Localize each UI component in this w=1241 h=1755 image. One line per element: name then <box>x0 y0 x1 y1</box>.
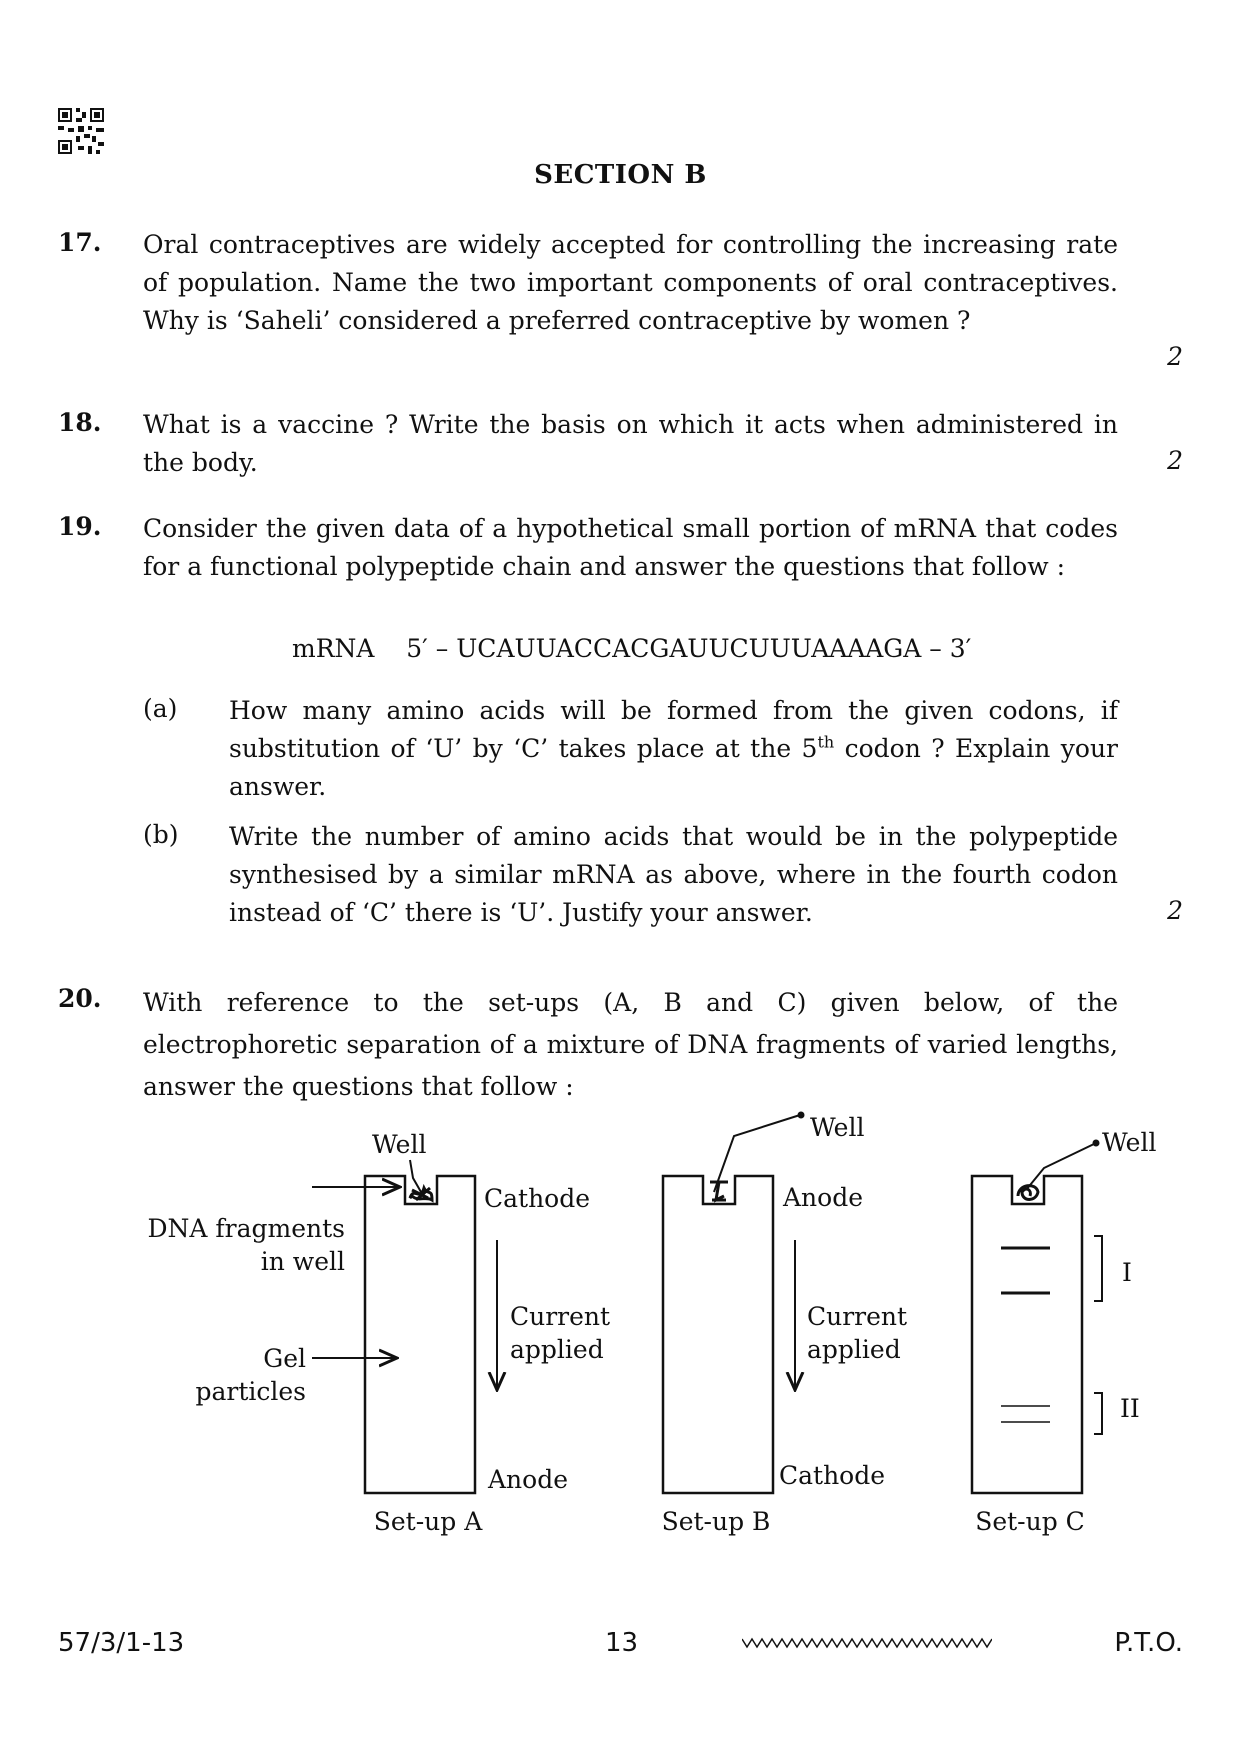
setup-b <box>662 1112 908 1537</box>
setup-a-gel-label-line-2: particles <box>195 1377 306 1406</box>
electrophoresis-diagram <box>0 1100 1241 1570</box>
footer-paper-code: 57/3/1-13 <box>58 1628 185 1658</box>
setup-a-gel-outline <box>365 1176 475 1493</box>
setup-c-well-label: Well <box>1102 1128 1157 1157</box>
question-19a-text-part-2: codon ? Explain your answer. <box>229 734 1118 801</box>
question-20-number: 20. <box>58 984 102 1013</box>
setup-a-current-label-line-1: Current <box>510 1302 611 1331</box>
setup-b-bottom-electrode: Cathode <box>779 1461 886 1490</box>
setup-a-current-label-line-2: applied <box>510 1335 604 1364</box>
setup-b-caption: Set-up B <box>661 1507 771 1536</box>
question-19b-label: (b) <box>143 820 179 849</box>
setup-b-top-electrode: Anode <box>783 1183 864 1212</box>
setup-b-current-label-line-2: applied <box>807 1335 901 1364</box>
question-19a-label: (a) <box>143 694 178 723</box>
question-17-text: Oral contraceptives are widely accepted for controlling the increasing rate of population. Name the two important components of oral contraceptives. Why is ‘Saheli’ considered a preferred contraceptive by women ? <box>143 230 1118 335</box>
setup-a-dna-label-line-2: in well <box>260 1247 345 1276</box>
setup-b-well-pointer-dot <box>798 1112 805 1119</box>
question-18-text: What is a vaccine ? Write the basis on which it acts when administered in the body. <box>143 410 1118 477</box>
setup-b-gel-outline <box>663 1176 773 1493</box>
question-18-number: 18. <box>58 408 102 437</box>
question-17-marks: 2 <box>1167 342 1183 371</box>
setup-a-gel-label-line-1: Gel <box>263 1344 306 1373</box>
setup-a-bottom-electrode: Anode <box>488 1465 569 1494</box>
question-19a-text <box>229 692 1118 806</box>
setup-b-well-pointer <box>714 1115 800 1192</box>
setup-a-well-pointer <box>410 1160 421 1192</box>
setup-a-dna-label-line-1: DNA fragments <box>147 1214 345 1243</box>
question-19-marks: 2 <box>1167 896 1183 925</box>
superscript-th: th <box>817 732 835 752</box>
setup-a-dna-in-well-icon <box>410 1188 432 1200</box>
setup-b-current-label-line-1: Current <box>807 1302 908 1331</box>
setup-a-top-electrode: Cathode <box>484 1184 591 1213</box>
mrna-label: mRNA <box>292 634 375 663</box>
setup-a-well-label: Well <box>372 1130 427 1159</box>
question-19a-text-part-1: How many amino acids will be formed from the given codons, if substitution of ‘U’ by ‘C’ takes place at the 5 <box>229 696 1118 763</box>
footer-page-number: 13 <box>605 1628 639 1658</box>
setup-c-band-group-2-label: II <box>1120 1394 1140 1423</box>
mrna-sequence-line <box>292 634 971 663</box>
question-18-marks: 2 <box>1167 446 1183 475</box>
setup-c-gel-outline <box>972 1176 1082 1493</box>
wavy-line-decoration <box>742 1633 992 1653</box>
setup-c <box>972 1128 1156 1536</box>
setup-c-well-pointer-dot <box>1093 1140 1100 1147</box>
setup-c-caption: Set-up C <box>975 1507 1085 1536</box>
setup-a-caption: Set-up A <box>373 1507 483 1536</box>
setup-c-bracket-2 <box>1094 1393 1102 1434</box>
setup-c-well-pointer <box>1026 1144 1094 1190</box>
mrna-sequence: 5′ – UCAUUACCACGAUUCUUUAAAAGA – 3′ <box>406 634 972 663</box>
setup-a <box>147 1130 610 1536</box>
question-20-text: With reference to the set-ups (A, B and C) given below, of the electrophoretic separation of a mixture of DNA fragments of varied lengths, answer the questions that follow : <box>143 988 1118 1101</box>
setup-b-dna-in-well-icon <box>710 1182 728 1200</box>
question-17-number: 17. <box>58 228 102 257</box>
question-19-text: Consider the given data of a hypothetical small portion of mRNA that codes for a functional polypeptide chain and answer the questions that follow : <box>143 514 1118 581</box>
setup-c-band-group-1-label: I <box>1122 1258 1132 1287</box>
qr-code-icon <box>58 108 104 154</box>
question-19-number: 19. <box>58 512 102 541</box>
question-19b-text: Write the number of amino acids that would be in the polypeptide synthesised by a similar mRNA as above, where in the fourth codon instead of ‘C’ there is ‘U’. Justify your answer. <box>229 822 1118 927</box>
setup-b-well-label: Well <box>810 1113 865 1142</box>
section-title: SECTION B <box>534 160 707 190</box>
setup-c-bracket-1 <box>1094 1236 1102 1301</box>
footer-pto: P.T.O. <box>1114 1628 1183 1658</box>
